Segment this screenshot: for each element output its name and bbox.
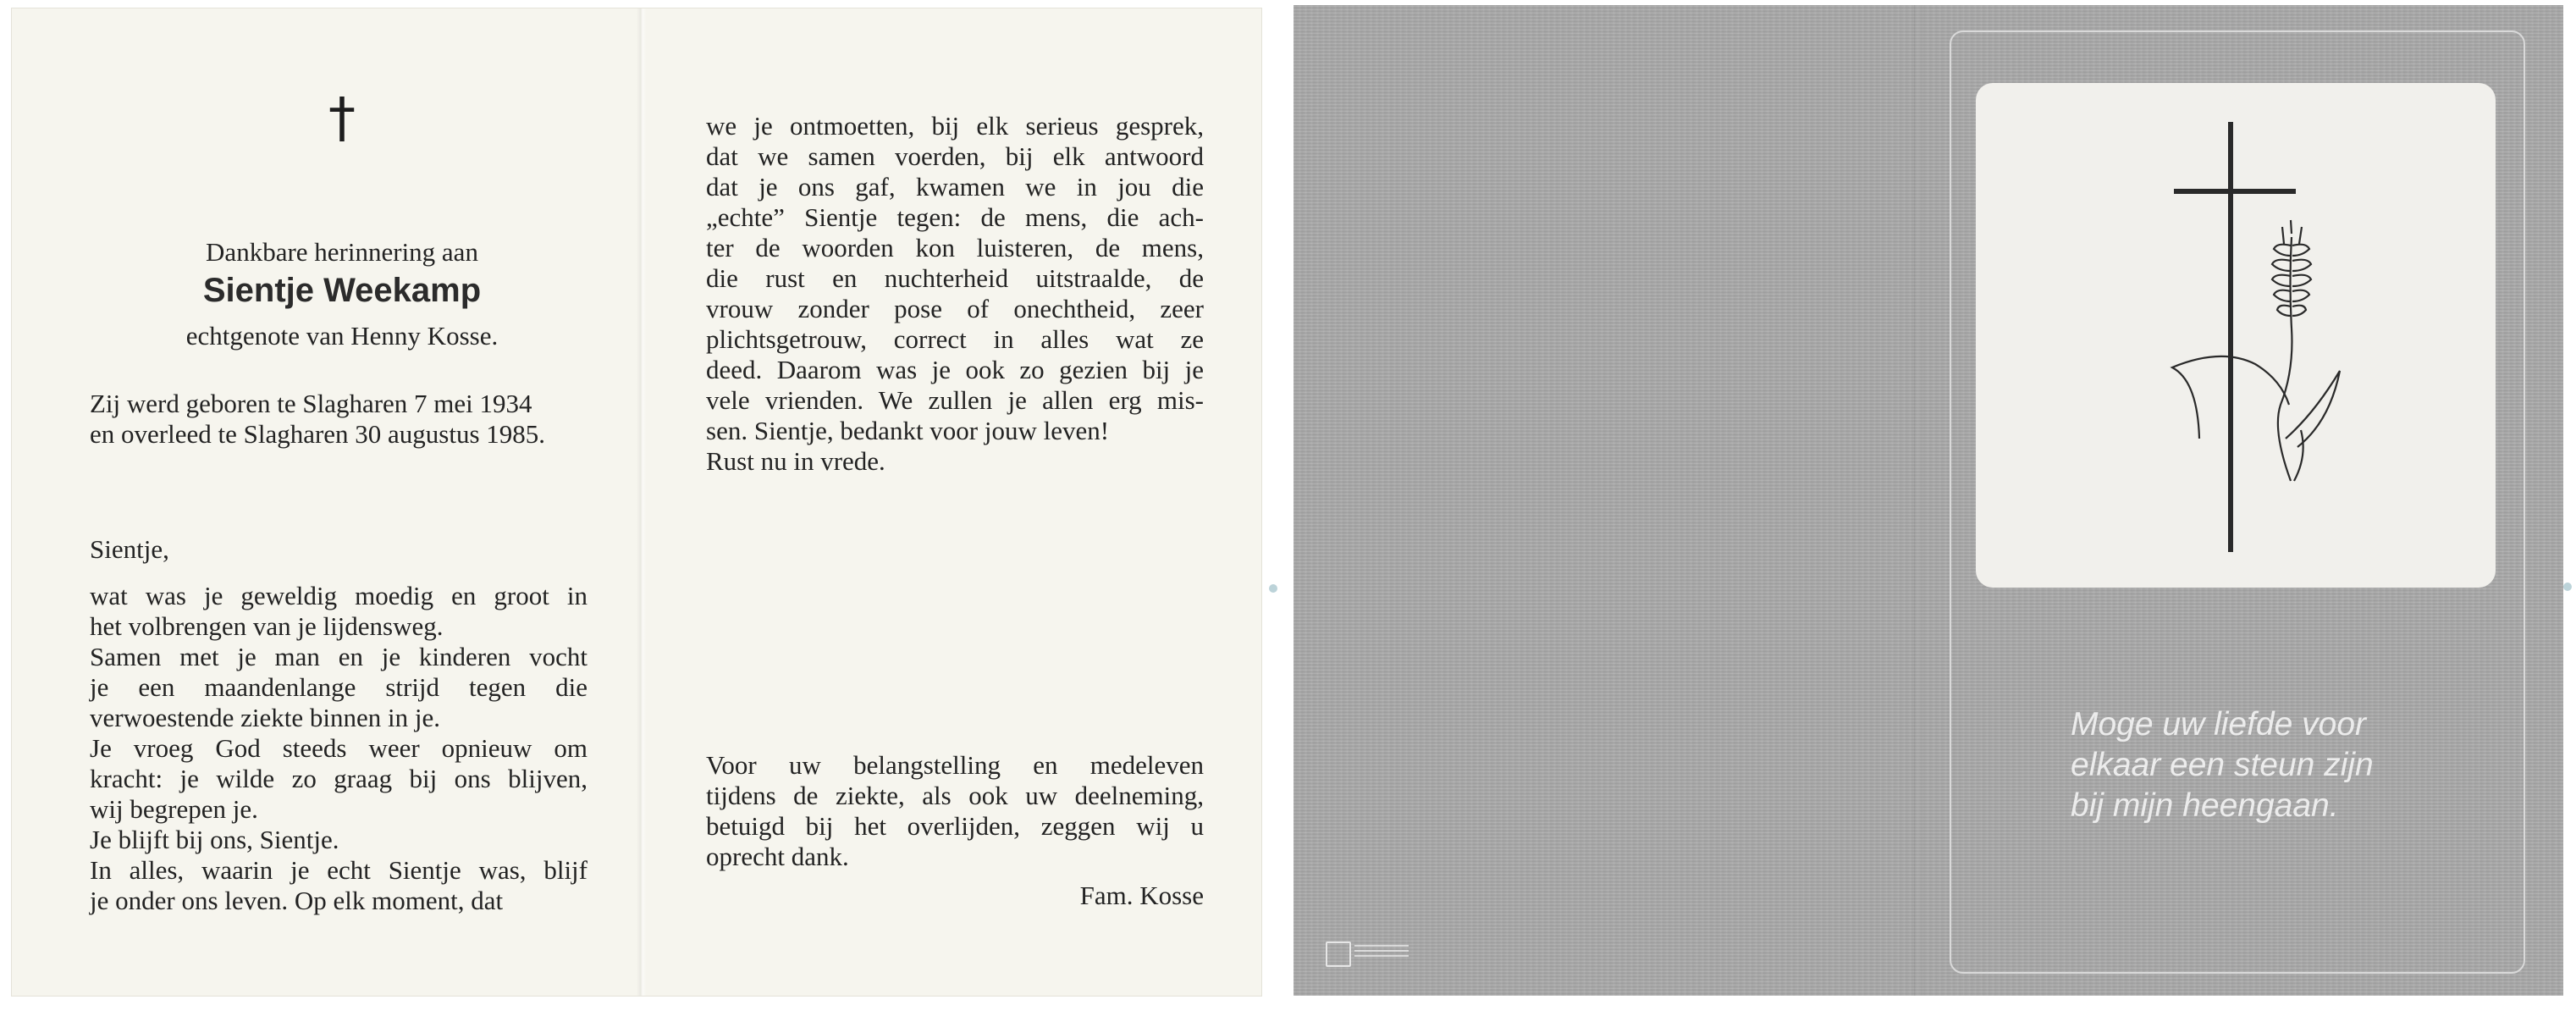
scan-marker	[2563, 583, 2572, 591]
letter-line: vrouw zonder pose of onechtheid, zeer	[706, 294, 1204, 323]
letter-line: dat we samen voerden, bij elk antwoord	[706, 141, 1204, 171]
card-inside-spread	[12, 8, 1261, 996]
letter-line: die rust en nuchterheid uitstraalde, de	[706, 263, 1204, 293]
letter-line: wat was je geweldig moedig en groot in	[90, 581, 587, 610]
letter-text-left	[90, 581, 587, 916]
fold-line	[637, 8, 647, 996]
letter-line: verwoestende ziekte binnen in je.	[90, 703, 441, 732]
letter-line: In alles, waarin je echt Sientje was, blijf	[90, 855, 587, 885]
salutation: Sientje,	[90, 534, 169, 564]
letter-line: ter de woorden kon luisteren, de mens,	[706, 233, 1204, 262]
cross-beam	[2174, 189, 2296, 194]
letter-line: het volbrengen van je lijdensweg.	[90, 611, 444, 641]
thanks-line: oprecht dank.	[706, 842, 849, 871]
printer-logo-icon	[1326, 941, 1351, 967]
letter-line: dat je ons gaf, kwamen we in jou die	[706, 172, 1204, 202]
card-outside-spread	[1294, 5, 2563, 996]
letter-line: we je ontmoetten, bij elk serieus gesprek,	[706, 111, 1204, 141]
life-dates	[90, 389, 545, 450]
wheat-ear	[2172, 220, 2340, 481]
cover-motto	[2071, 704, 2374, 826]
letter-line: plichtsgetrouw, correct in alles wat ze	[706, 324, 1204, 354]
letter-line: Rust nu in vrede.	[706, 446, 885, 476]
fold-line	[1914, 5, 1922, 996]
letter-line: je onder ons leven. Op elk moment, dat	[90, 886, 504, 915]
letter-line: sen. Sientje, bedankt voor jouw leven!	[706, 416, 1110, 445]
thanks-text	[706, 750, 1204, 872]
letter-line: kracht: je wilde zo graag bij ons blijven,	[90, 764, 587, 793]
letter-line: Samen met je man en je kinderen vocht	[90, 642, 587, 671]
cross-icon: †	[328, 87, 356, 150]
deceased-name: Sientje Weekamp	[202, 272, 482, 309]
scan-marker	[1269, 584, 1277, 593]
thanks-line: tijdens de ziekte, als ook uw deelneming,	[706, 781, 1204, 810]
letter-text-right	[706, 111, 1204, 477]
cover-image	[1976, 83, 2496, 588]
letter-line: wij begrepen je.	[90, 794, 258, 824]
letter-line: „echte” Sientje tegen: de mens, die ach-	[706, 202, 1204, 232]
memorial-heading: Dankbare herinnering aan	[206, 237, 478, 267]
spouse-line: echtgenote van Henny Kosse.	[185, 321, 499, 351]
letter-line: Je vroeg God steeds weer opnieuw om	[90, 733, 587, 763]
death-line: en overleed te Slagharen 30 augustus 1985.	[90, 419, 546, 449]
signature: Fam. Kosse	[1079, 881, 1204, 910]
thanks-line: Voor uw belangstelling en medeleven	[706, 750, 1204, 780]
letter-line: vele vrienden. We zullen je allen erg mis-	[706, 385, 1204, 415]
letter-line: je een maandenlange strijd tegen die	[90, 672, 587, 702]
printer-imprint	[1354, 945, 1409, 960]
thanks-line: betuigd bij het overlijden, zeggen wij u	[706, 811, 1204, 841]
letter-line: deed. Daarom was je ook zo gezien bij je	[706, 355, 1204, 384]
birth-line: Zij werd geboren te Slagharen 7 mei 1934	[90, 389, 532, 418]
cross-wheat-icon	[1976, 83, 2496, 588]
letter-line: Je blijft bij ons, Sientje.	[90, 825, 339, 854]
motto-line: bij mijn heengaan.	[2071, 787, 2339, 824]
motto-line: Moge uw liefde voor	[2071, 706, 2367, 743]
cross-upright	[2228, 122, 2233, 552]
motto-line: elkaar een steun zijn	[2071, 747, 2374, 783]
